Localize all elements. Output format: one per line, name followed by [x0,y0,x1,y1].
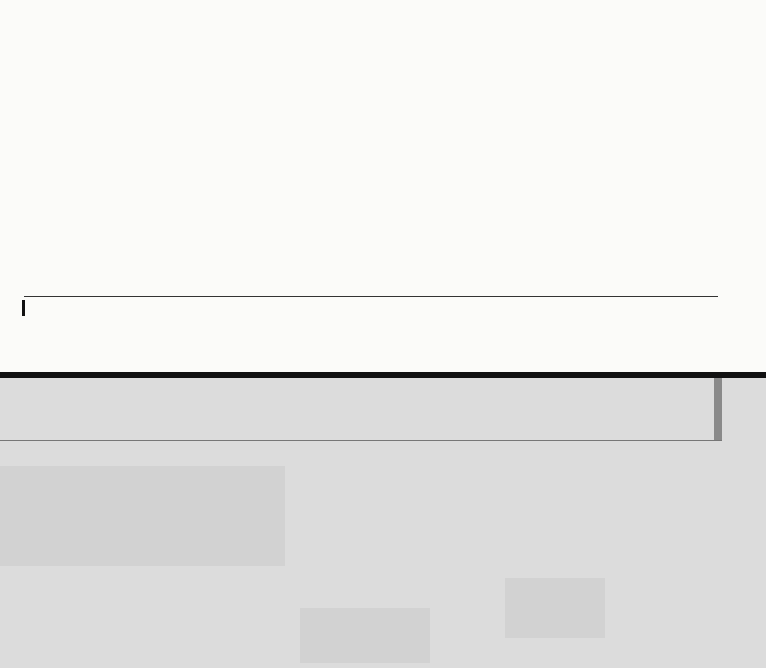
header-rule [0,440,722,441]
page-footer [30,300,34,314]
margin-bar [714,378,722,440]
ghost-text-block [505,578,605,638]
footer-rule [24,296,718,297]
footer-bar [22,300,25,316]
ghost-text-block [0,466,285,566]
ghost-text-block [300,608,430,663]
bottom-page [0,378,766,668]
